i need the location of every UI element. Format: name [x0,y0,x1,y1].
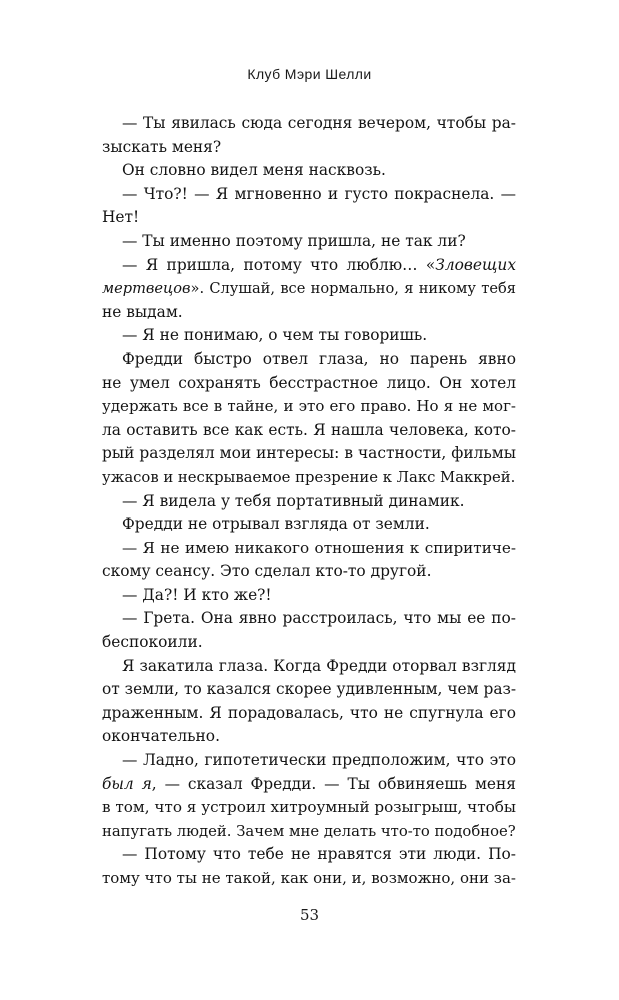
text-line [102,159,516,183]
text-line [102,749,516,773]
italic-text-segment: мертвецов [102,280,191,298]
text-segment: ужасов и нескрываемое презрение к Лакс Маккрей. [102,468,516,486]
text-line [102,277,516,301]
text-line [102,136,516,160]
text-segment: Нет! [102,208,140,227]
text-line [102,183,516,207]
text-segment: беспокоили. [102,633,203,652]
text-line [102,301,516,325]
text-line [102,607,516,631]
text-line [102,820,516,844]
italic-text-segment: был я [102,774,152,793]
text-segment: драженным. Я порадовалась, что не спугнула его [102,703,516,722]
text-line [102,631,516,655]
text-segment: — Ты именно поэтому пришла, не так ли? [122,231,466,250]
italic-text-segment: Зловещих [435,255,516,274]
text-line [102,372,516,396]
text-segment: не умел сохранять бесстрастное лицо. Он хотел [102,373,516,392]
text-segment: — Я не имею никакого отношения к спиритиче- [122,538,516,557]
text-segment: зыскать меня? [102,137,222,156]
text-line [102,796,516,820]
text-line [102,206,516,230]
text-segment: Фредди не отрывал взгляда от земли. [122,515,430,534]
text-segment: — Что?! — Я мгновенно и густо покраснела. — [122,184,516,203]
text-segment: рый разделял мои интересы: в частности, фильмы [102,444,516,463]
text-segment: Он словно видел меня насквозь. [122,161,386,180]
text-segment: в том, что я устроил хитроумный розыгрыш, чтобы [102,798,516,817]
text-line [102,678,516,702]
text-segment: Я закатила глаза. Когда Фредди оторвал взгляд [122,656,516,675]
text-segment: Фредди быстро отвел глаза, но парень явно [122,349,516,368]
text-segment: — Я видела у тебя портативный динамик. [122,491,465,510]
body-text [102,112,516,891]
text-segment: — Ты явилась сюда сегодня вечером, чтобы ра- [122,114,516,132]
text-line [102,702,516,726]
text-segment: — Потому что тебе не нравятся эти люди. По- [122,845,516,864]
text-segment: , — сказал Фредди. — Ты обвиняешь меня [151,774,516,793]
text-line [102,466,516,490]
running-head: Клуб Мэри Шелли [247,66,372,82]
text-line [102,773,516,797]
text-segment: скому сеансу. Это сделал кто-то другой. [102,562,432,581]
text-segment: удержать все в тайне, и это его право. Но я не мог- [102,397,516,416]
text-line [102,513,516,537]
page-number: 53 [299,906,320,924]
text-line [102,560,516,584]
text-line [102,442,516,466]
text-segment: — Я не понимаю, о чем ты говоришь. [122,326,428,345]
text-segment: тому что ты не такой, как они, и, возможно, они за- [102,869,516,887]
text-segment: — Я пришла, потому что люблю… « [122,255,436,274]
text-line [102,230,516,254]
text-segment: от земли, то казался скорее удивленным, чем раз- [102,680,517,699]
text-segment: — Грета. Она явно расстроилась, что мы ее по- [122,609,516,628]
text-segment: ла оставить все как есть. Я нашла человека, кото- [102,420,516,439]
text-line [102,395,516,419]
text-line [102,843,516,867]
text-segment: напугать людей. Зачем мне делать что-то подобное? [102,822,516,840]
text-line [102,655,516,679]
text-line [102,867,516,891]
text-line [102,584,516,608]
text-segment: не выдам. [102,302,183,321]
text-line [102,112,516,136]
text-line [102,348,516,372]
text-segment: — Да?! И кто же?! [122,585,272,604]
text-line [102,254,516,278]
text-line [102,725,516,749]
text-line [102,537,516,561]
text-segment: ». Слушай, все нормально, я никому тебя [190,280,516,298]
text-segment: — Ладно, гипотетически предположим, что это [122,751,516,770]
text-segment: окончательно. [102,727,220,746]
text-line [102,419,516,443]
text-line [102,490,516,514]
text-line [102,324,516,348]
